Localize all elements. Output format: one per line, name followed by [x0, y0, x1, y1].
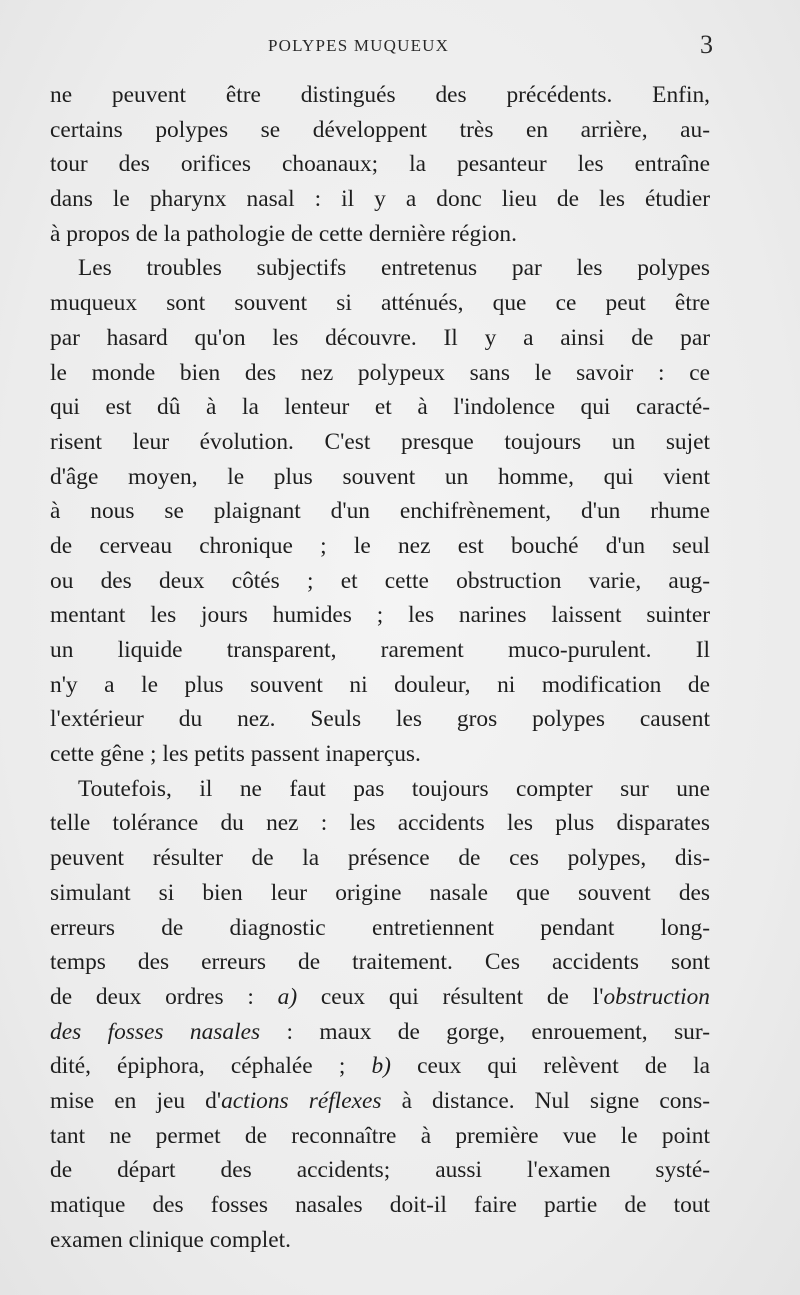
text-line: par hasard qu'on les découvre. Il y a ainsi de par	[50, 324, 710, 351]
text-line: erreurs de diagnostic entretiennent pendant long-	[50, 914, 710, 941]
text-line: des fosses nasales : maux de gorge, enrouement, sur-	[50, 1018, 710, 1045]
text-line: simulant si bien leur origine nasale que souvent des	[50, 879, 710, 906]
text-line: qui est dû à la lenteur et à l'indolence qui caracté-	[50, 394, 710, 421]
text-line: temps des erreurs de traitement. Ces accidents sont	[50, 949, 710, 976]
text-line: l'extérieur du nez. Seuls les gros polypes causent	[50, 706, 710, 733]
text-line: tour des orifices choanaux; la pesanteur les entraîne	[50, 151, 710, 178]
text-line: dité, épiphora, céphalée ; b) ceux qui relèvent de la	[50, 1053, 710, 1080]
text-line: de deux ordres : a) ceux qui résultent de l'obstruction	[50, 983, 710, 1010]
text-line: de cerveau chronique ; le nez est bouché d'un seul	[50, 532, 710, 559]
text-line: de départ des accidents; aussi l'examen systé-	[50, 1157, 710, 1184]
text-line: le monde bien des nez polypeux sans le savoir : ce	[50, 359, 710, 386]
paragraph-start-line: Les troubles subjectifs entretenus par les polypes	[78, 255, 710, 282]
text-line: telle tolérance du nez : les accidents les plus disparates	[50, 810, 710, 837]
text-line: ou des deux côtés ; et cette obstruction varie, aug-	[50, 567, 710, 594]
text-line: à nous se plaignant d'un enchifrènement, d'un rhume	[50, 498, 710, 525]
text-line: d'âge moyen, le plus souvent un homme, qui vient	[50, 463, 710, 490]
text-line: muqueux sont souvent si atténués, que ce peut être	[50, 290, 710, 317]
running-head: POLYPES MUQUEUX	[268, 36, 450, 55]
paragraph-start-line: Toutefois, il ne faut pas toujours compter sur une	[78, 775, 710, 802]
text-line: à propos de la pathologie de cette dernière région.	[50, 220, 517, 247]
text-line: cette gêne ; les petits passent inaperçus.	[50, 741, 421, 768]
text-line: examen clinique complet.	[50, 1226, 291, 1253]
text-line: n'y a le plus souvent ni douleur, ni modification de	[50, 671, 710, 698]
body-text	[50, 78, 710, 1257]
text-line: peuvent résulter de la présence de ces polypes, dis-	[50, 845, 710, 872]
text-line: dans le pharynx nasal : il y a donc lieu de les étudier	[50, 186, 710, 213]
page-number: 3	[700, 30, 713, 59]
text-line: matique des fosses nasales doit-il faire partie de tout	[50, 1192, 710, 1218]
text-line: risent leur évolution. C'est presque toujours un sujet	[50, 428, 710, 455]
text-line: un liquide transparent, rarement muco-purulent. Il	[50, 637, 710, 663]
text-line: mentant les jours humides ; les narines laissent suinter	[50, 602, 710, 629]
text-line: mise en jeu d'actions réflexes à distance. Nul signe cons-	[50, 1087, 710, 1114]
text-line: tant ne permet de reconnaître à première vue le point	[50, 1122, 710, 1149]
text-line: certains polypes se développent très en arrière, au-	[50, 116, 710, 143]
text-line: ne peuvent être distingués des précédents. Enfin,	[50, 82, 710, 108]
